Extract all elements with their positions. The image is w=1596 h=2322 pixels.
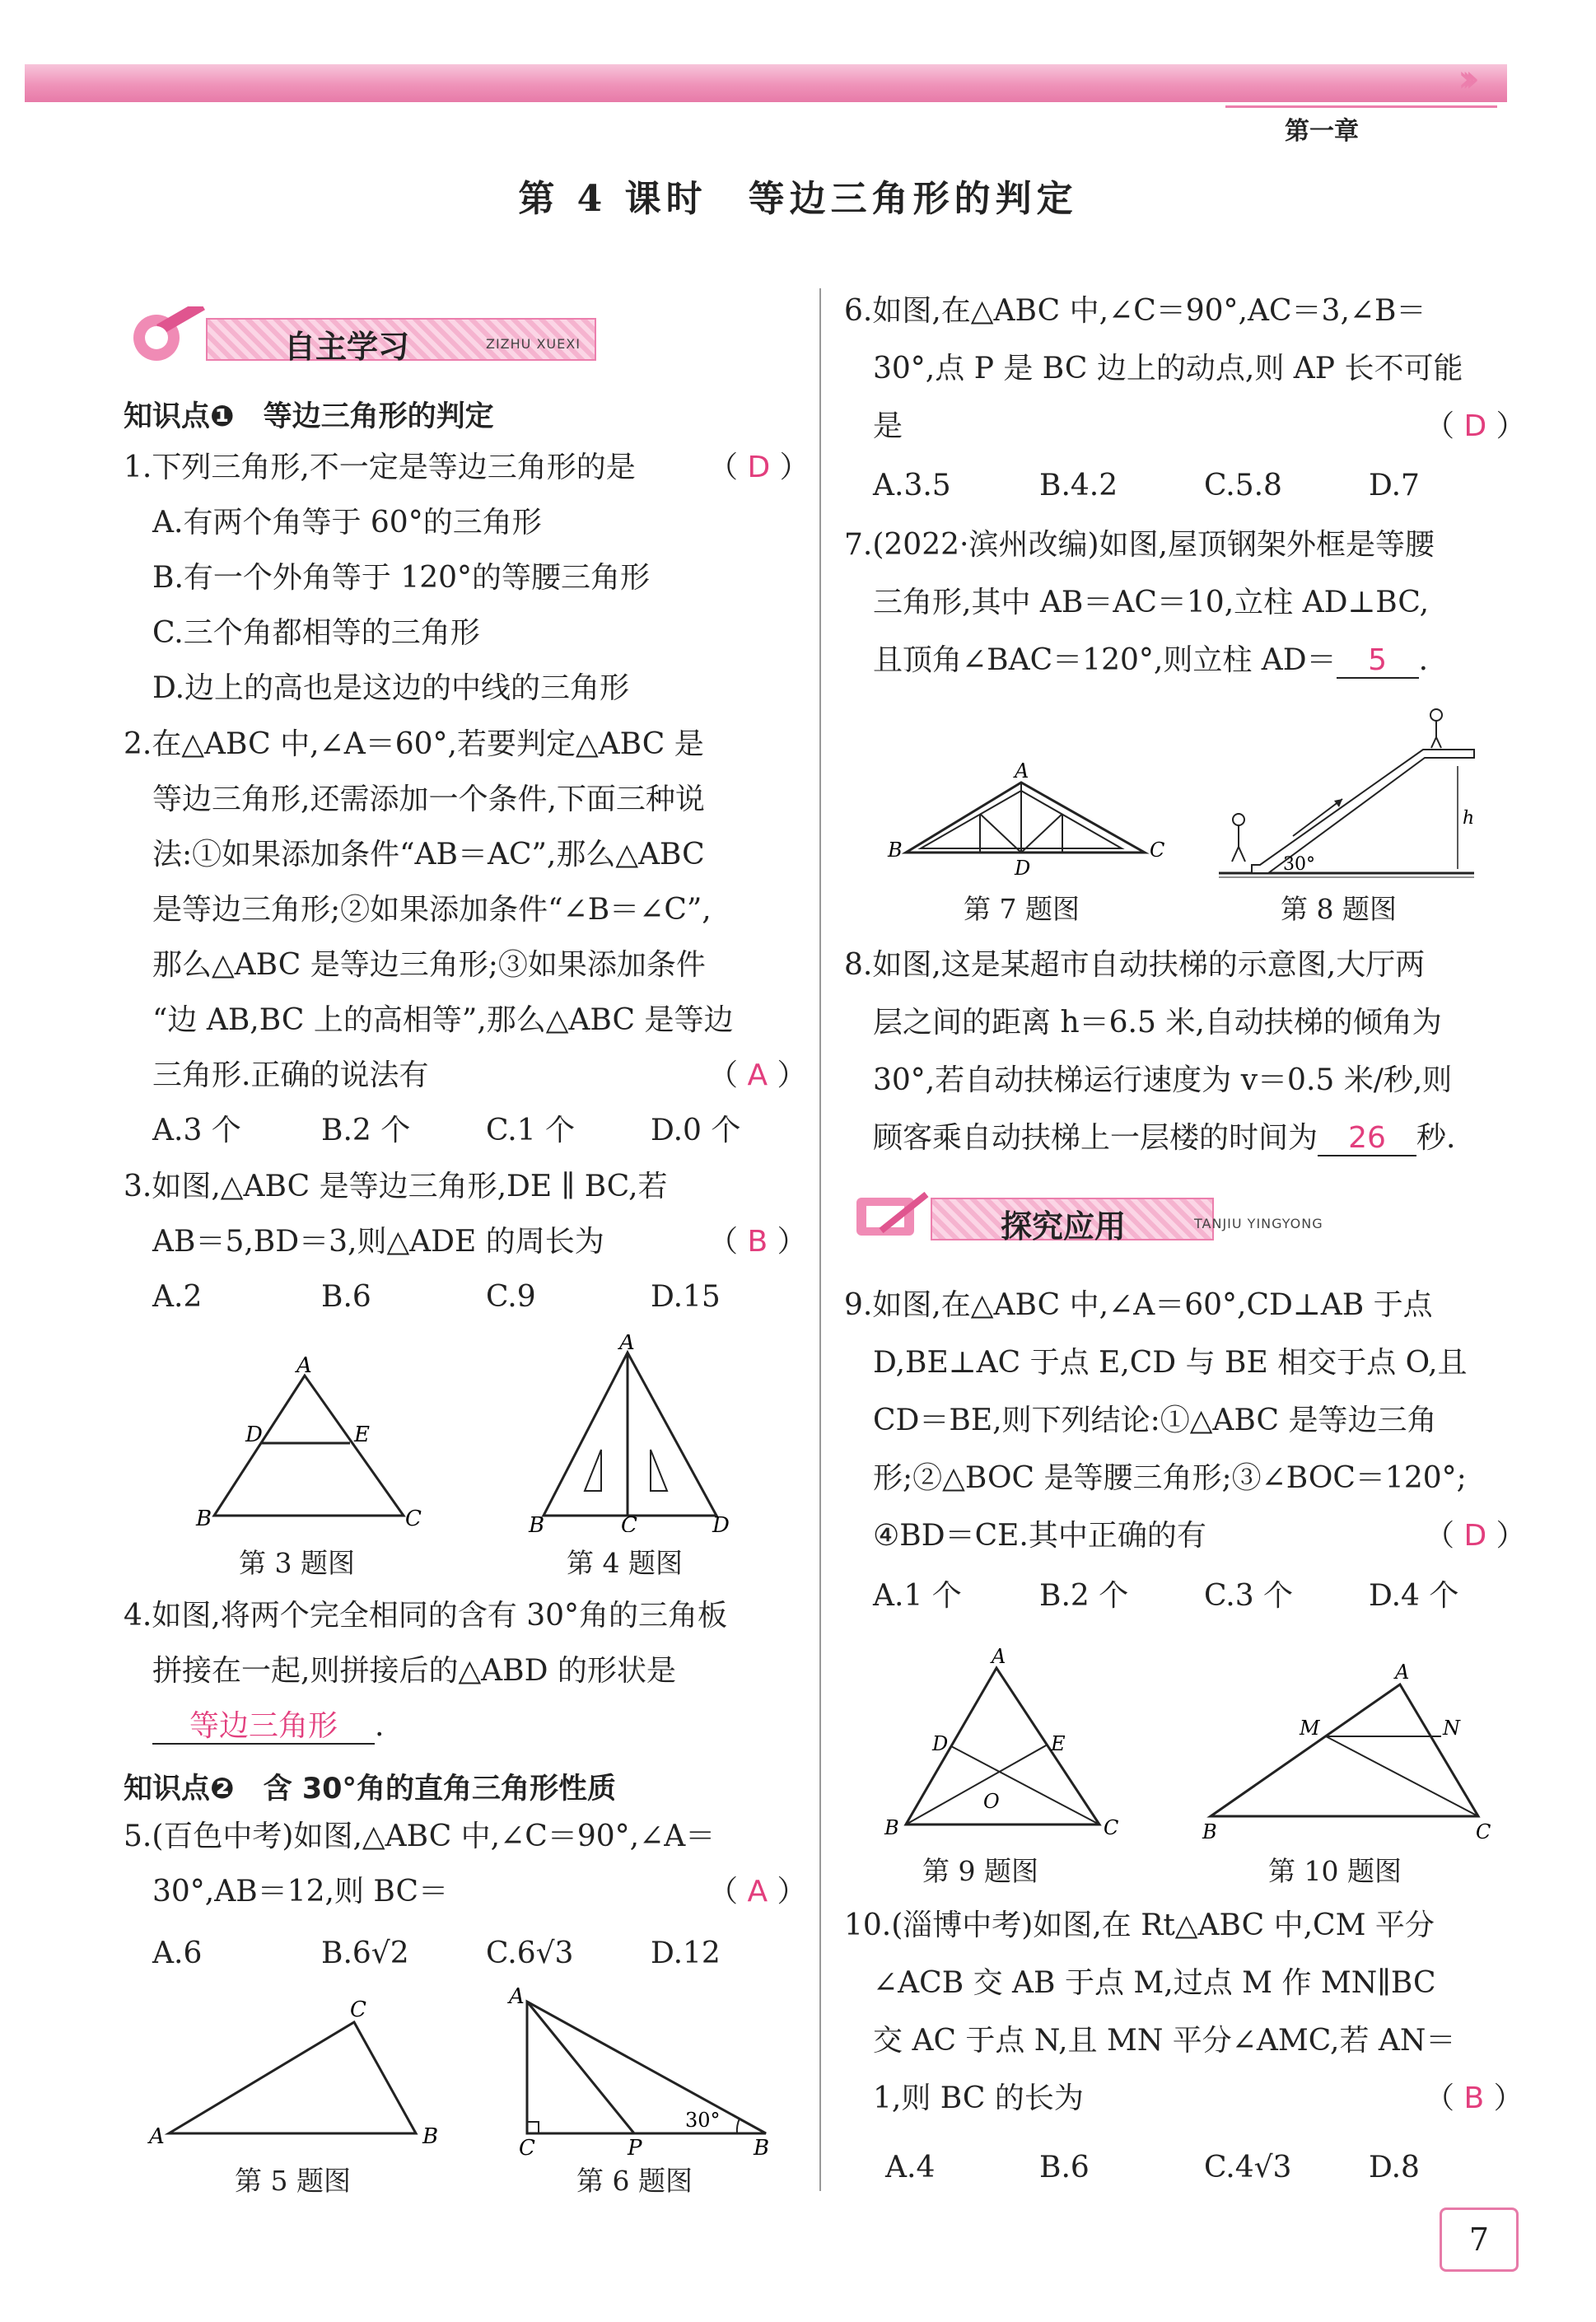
q10-option-d: D.8 — [1369, 2151, 1420, 2184]
chevron-icon: ››› — [1458, 56, 1469, 100]
svg-text:A: A — [296, 1353, 312, 1378]
figure-q6-caption: 第 6 题图 — [576, 2165, 693, 2197]
q2-line: 三角形.正确的说法有 — [152, 1058, 429, 1092]
q3-answer: （ B ） — [708, 1225, 807, 1259]
svg-text:A: A — [149, 2124, 165, 2149]
svg-text:E: E — [354, 1423, 370, 1447]
explore-pinyin: TANJIU YINGYONG — [1194, 1216, 1323, 1231]
svg-text:30°: 30° — [1283, 854, 1315, 875]
header-bar — [25, 64, 1507, 102]
q2-option-d: D.0 个 — [651, 1114, 741, 1147]
q1-option-b: B.有一个外角等于 120°的等腰三角形 — [152, 561, 651, 595]
figure-q5-caption: 第 5 题图 — [235, 2165, 351, 2197]
pencil-hand-icon — [124, 306, 214, 364]
svg-text:h: h — [1463, 808, 1475, 829]
q6-answer: （ D ） — [1425, 409, 1526, 443]
page-title: 第 4 课时 等边三角形的判定 — [518, 178, 1078, 220]
q1-option-d: D.边上的高也是这边的中线的三角形 — [152, 671, 630, 705]
svg-text:B: B — [422, 2124, 439, 2149]
explore-heading: 探究应用 — [1001, 1208, 1127, 1245]
figure-q8-caption: 第 8 题图 — [1281, 893, 1397, 925]
q9-line: 形;②△BOC 是等腰三角形;③∠BOC＝120°; — [873, 1461, 1467, 1495]
q1-answer: （ D ） — [708, 451, 810, 484]
q6-option-d: D.7 — [1369, 469, 1420, 502]
q5-option-d: D.12 — [651, 1937, 721, 1970]
q6-option-a: A.3.5 — [873, 469, 951, 502]
q3-option-d: D.15 — [651, 1280, 721, 1314]
svg-text:D: D — [245, 1423, 263, 1447]
svg-text:A: A — [619, 1334, 635, 1355]
svg-text:A: A — [992, 1645, 1006, 1668]
svg-text:C: C — [621, 1513, 637, 1532]
svg-text:A: A — [1015, 759, 1029, 783]
q9-option-c: C.3 个 — [1204, 1579, 1294, 1613]
figure-q10-caption: 第 10 题图 — [1268, 1855, 1402, 1887]
q10-answer: （ B ） — [1425, 2081, 1524, 2115]
q3-option-c: C.9 — [486, 1280, 536, 1314]
q1-option-a: A.有两个角等于 60°的三角形 — [152, 506, 542, 540]
q7-line: 7.(2022·滨州改编)如图,屋顶钢架外框是等腰 — [844, 528, 1435, 562]
q9-line: 9.如图,在△ABC 中,∠A＝60°,CD⊥AB 于点 — [844, 1288, 1433, 1322]
figure-q8 — [1202, 700, 1499, 890]
q2-line: “边 AB,BC 上的高相等”,那么△ABC 是等边 — [152, 1003, 734, 1037]
svg-text:B: B — [196, 1507, 212, 1531]
q1-option-c: C.三个角都相等的三角形 — [152, 616, 480, 650]
figure-q5 — [144, 1993, 457, 2150]
figure-q7-caption: 第 7 题图 — [964, 893, 1080, 925]
q3-line: 3.如图,△ABC 是等边三角形,DE ∥ BC,若 — [124, 1170, 668, 1203]
svg-text:A: A — [1395, 1661, 1410, 1684]
q2-option-b: B.2 个 — [321, 1114, 411, 1147]
figure-q4 — [519, 1334, 749, 1532]
q5-option-c: C.6√3 — [486, 1937, 574, 1970]
q10-line: ∠ACB 交 AB 于点 M,过点 M 作 MN∥BC — [873, 1966, 1436, 2000]
chapter-tab — [1225, 105, 1497, 152]
q8-line: 顾客乘自动扶梯上一层楼的时间为 26 秒. — [873, 1121, 1456, 1155]
svg-text:D: D — [1015, 857, 1031, 880]
q2-option-a: A.3 个 — [152, 1114, 241, 1147]
chapter-label: 第一章 — [1285, 117, 1359, 146]
figure-q4-caption: 第 4 题图 — [567, 1547, 683, 1579]
q4-line: 拼接在一起,则拼接后的△ABD 的形状是 — [152, 1654, 676, 1688]
figure-q9 — [873, 1643, 1120, 1841]
svg-text:A: A — [509, 1985, 525, 2009]
q4-line: 4.如图,将两个完全相同的含有 30°角的三角板 — [124, 1599, 728, 1633]
q2-line: 等边三角形,还需添加一个条件,下面三种说 — [152, 783, 705, 816]
svg-text:C: C — [405, 1507, 422, 1531]
knowledge-point-2: 知识点❷ 含 30°角的直角三角形性质 — [124, 1773, 617, 1806]
knowledge-point-1: 知识点❶ 等边三角形的判定 — [124, 400, 494, 433]
svg-text:C: C — [1476, 1820, 1491, 1843]
q9-line: ④BD＝CE.其中正确的有 — [873, 1519, 1206, 1553]
q1-stem: 1.下列三角形,不一定是等边三角形的是 — [124, 451, 636, 484]
figure-q9-caption: 第 9 题图 — [922, 1855, 1038, 1887]
q9-line: D,BE⊥AC 于点 E,CD 与 BE 相交于点 O,且 — [873, 1346, 1468, 1380]
svg-text:30°: 30° — [685, 2109, 721, 2132]
figure-q7 — [881, 758, 1178, 881]
svg-text:E: E — [1051, 1732, 1066, 1755]
q5-line: 30°,AB＝12,则 BC＝ — [152, 1875, 449, 1909]
svg-text:P: P — [628, 2136, 642, 2158]
svg-text:B: B — [888, 839, 903, 862]
q2-line: 法:①如果添加条件“AB＝AC”,那么△ABC — [152, 838, 705, 871]
q9-answer: （ D ） — [1425, 1519, 1526, 1553]
q8-line: 层之间的距离 h＝6.5 米,自动扶梯的倾角为 — [873, 1006, 1442, 1040]
figure-q3 — [189, 1351, 436, 1532]
q2-line: 2.在△ABC 中,∠A＝60°,若要判定△ABC 是 — [124, 727, 704, 761]
figure-q10 — [1194, 1656, 1507, 1845]
q6-line: 30°,点 P 是 BC 边上的动点,则 AP 长不可能 — [873, 352, 1463, 385]
q3-line: AB＝5,BD＝3,则△ADE 的周长为 — [152, 1225, 604, 1259]
q6-option-c: C.5.8 — [1204, 469, 1282, 502]
q7-line: 三角形,其中 AB＝AC＝10,立柱 AD⊥BC, — [873, 586, 1430, 619]
q9-line: CD＝BE,则下列结论:①△ABC 是等边三角 — [873, 1404, 1437, 1437]
q10-line: 交 AC 于点 N,且 MN 平分∠AMC,若 AN＝ — [873, 2024, 1456, 2058]
q9-option-d: D.4 个 — [1369, 1579, 1459, 1613]
q2-option-c: C.1 个 — [486, 1114, 576, 1147]
svg-text:B: B — [1202, 1820, 1217, 1843]
svg-text:N: N — [1443, 1717, 1460, 1740]
svg-text:C: C — [1150, 839, 1165, 862]
q9-option-b: B.2 个 — [1039, 1579, 1129, 1613]
svg-text:M: M — [1300, 1717, 1320, 1740]
q5-option-b: B.6√2 — [321, 1937, 409, 1970]
q2-line: 那么△ABC 是等边三角形;③如果添加条件 — [152, 948, 706, 982]
notebook-icon — [848, 1186, 939, 1244]
q10-option-c: C.4√3 — [1204, 2151, 1292, 2184]
q10-line: 10.(淄博中考)如图,在 Rt△ABC 中,CM 平分 — [844, 1909, 1435, 1942]
figure-q3-caption: 第 3 题图 — [239, 1547, 355, 1579]
svg-text:C: C — [350, 1997, 366, 2022]
svg-text:B: B — [754, 2136, 770, 2158]
q7-line: 且顶角∠BAC＝120°,则立柱 AD＝ 5 . — [873, 643, 1429, 677]
q10-option-a: A.4 — [885, 2151, 936, 2184]
svg-text:D: D — [712, 1513, 730, 1532]
q6-option-b: B.4.2 — [1039, 469, 1118, 502]
q2-answer: （ A ） — [708, 1058, 807, 1092]
section-self-study — [124, 306, 659, 364]
q5-option-a: A.6 — [152, 1937, 203, 1970]
q9-option-a: A.1 个 — [873, 1579, 962, 1613]
q3-option-a: A.2 — [152, 1280, 203, 1314]
self-study-heading: 自主学习 — [284, 329, 410, 365]
figure-q6 — [502, 1985, 782, 2158]
q5-line: 5.(百色中考)如图,△ABC 中,∠C＝90°,∠A＝ — [124, 1820, 716, 1853]
column-divider — [819, 288, 821, 2191]
q6-line: 是 — [873, 409, 903, 443]
q8-line: 30°,若自动扶梯运行速度为 v＝0.5 米/秒,则 — [873, 1063, 1453, 1097]
q10-option-b: B.6 — [1039, 2151, 1090, 2184]
svg-text:O: O — [983, 1790, 1000, 1813]
svg-text:C: C — [519, 2136, 535, 2158]
q5-answer: （ A ） — [708, 1875, 807, 1909]
svg-text:C: C — [1104, 1816, 1119, 1839]
svg-text:B: B — [529, 1513, 545, 1532]
svg-text:D: D — [932, 1732, 949, 1755]
section-explore — [848, 1186, 1425, 1244]
q4-answer: 等边三角形 . — [152, 1710, 384, 1745]
q10-line: 1,则 BC 的长为 — [873, 2081, 1084, 2115]
self-study-pinyin: ZIZHU XUEXI — [486, 336, 581, 352]
svg-text:B: B — [884, 1816, 899, 1839]
q8-line: 8.如图,这是某超市自动扶梯的示意图,大厅两 — [844, 948, 1426, 982]
page-number: 7 — [1440, 2208, 1519, 2272]
q3-option-b: B.6 — [321, 1280, 371, 1314]
q6-line: 6.如图,在△ABC 中,∠C＝90°,AC＝3,∠B＝ — [844, 294, 1426, 328]
q2-line: 是等边三角形;②如果添加条件“∠B＝∠C”, — [152, 893, 712, 927]
